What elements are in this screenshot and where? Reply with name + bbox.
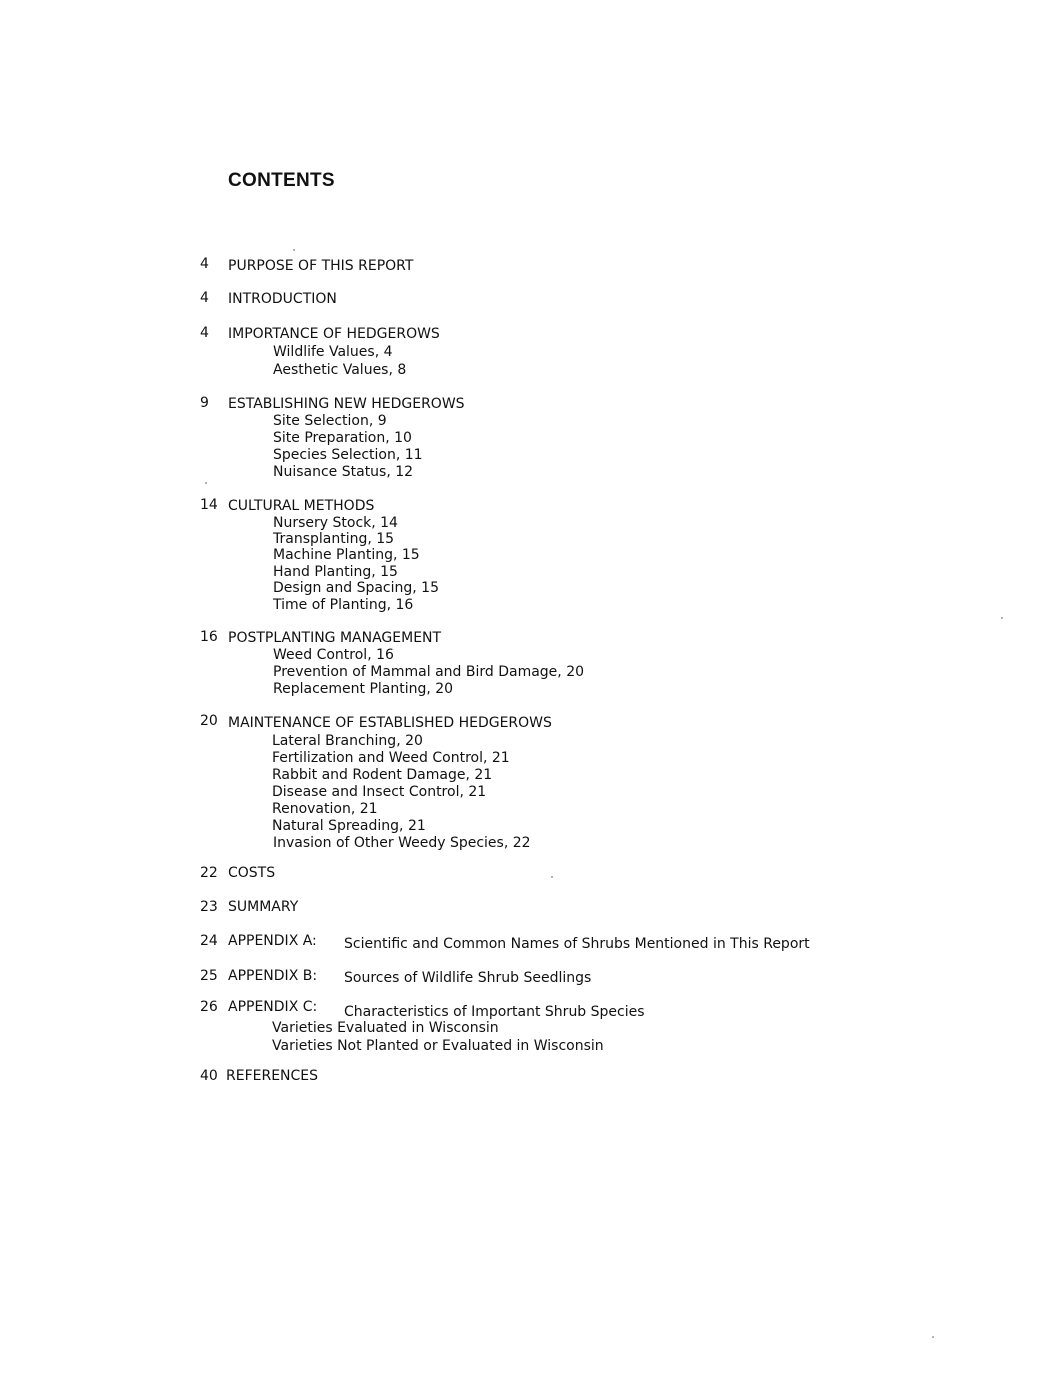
toc-subsection: Fertilization and Weed Control, 21 — [272, 750, 510, 766]
toc-subsection: Varieties Not Planted or Evaluated in Wisconsin — [272, 1038, 604, 1054]
toc-subsection: Invasion of Other Weedy Species, 22 — [273, 835, 531, 851]
toc-subsection: Site Selection, 9 — [273, 413, 387, 429]
toc-section-title: INTRODUCTION — [228, 291, 337, 307]
toc-subsection: Disease and Insect Control, 21 — [272, 784, 487, 800]
toc-subsection: Rabbit and Rodent Damage, 21 — [272, 767, 493, 783]
toc-subsection: Aesthetic Values, 8 — [273, 362, 407, 378]
toc-page-number: 24 — [200, 933, 218, 949]
toc-section-title: IMPORTANCE OF HEDGEROWS — [228, 326, 440, 342]
toc-page-number: 26 — [200, 999, 218, 1015]
appendix-label: APPENDIX C: — [228, 999, 318, 1015]
toc-page-number: 16 — [200, 629, 218, 645]
toc-subsection: Hand Planting, 15 — [273, 564, 398, 580]
toc-subsection: Weed Control, 16 — [273, 647, 394, 663]
toc-subsection: Transplanting, 15 — [273, 531, 395, 547]
toc-page-number: 14 — [200, 497, 218, 513]
toc-section-title: COSTS — [228, 865, 276, 881]
toc-page-number: 23 — [200, 899, 218, 915]
toc-page-number: 4 — [200, 325, 209, 341]
appendix-label: APPENDIX B: — [228, 968, 318, 984]
appendix-label: APPENDIX A: — [228, 933, 317, 949]
toc-subsection: Varieties Evaluated in Wisconsin — [272, 1020, 499, 1036]
toc-page-number: 20 — [200, 713, 218, 729]
scan-speck — [205, 482, 207, 484]
scan-speck — [551, 876, 553, 878]
toc-subsection: Lateral Branching, 20 — [272, 733, 423, 749]
toc-page-number: 4 — [200, 256, 209, 272]
toc-subsection: Time of Planting, 16 — [273, 597, 414, 613]
toc-subsection: Renovation, 21 — [272, 801, 378, 817]
toc-page-number: 9 — [200, 395, 209, 411]
toc-section-title: SUMMARY — [228, 899, 299, 915]
page-title: CONTENTS — [228, 170, 335, 191]
appendix-title: Scientific and Common Names of Shrubs Mentioned in This Report — [344, 936, 810, 952]
toc-subsection: Replacement Planting, 20 — [273, 681, 454, 697]
toc-subsection: Nuisance Status, 12 — [273, 464, 414, 480]
toc-subsection: Wildlife Values, 4 — [273, 344, 393, 360]
toc-section-title: ESTABLISHING NEW HEDGEROWS — [228, 396, 465, 412]
toc-subsection: Natural Spreading, 21 — [272, 818, 426, 834]
toc-page-number: 40 — [200, 1068, 218, 1084]
toc-section-title: MAINTENANCE OF ESTABLISHED HEDGEROWS — [228, 715, 552, 731]
scan-speck — [1001, 617, 1003, 619]
toc-page-number: 22 — [200, 865, 218, 881]
toc-page-number: 4 — [200, 290, 209, 306]
toc-page-number: 25 — [200, 968, 218, 984]
toc-subsection: Species Selection, 11 — [273, 447, 423, 463]
scan-speck — [293, 249, 295, 251]
toc-section-title: CULTURAL METHODS — [228, 498, 375, 514]
appendix-title: Sources of Wildlife Shrub Seedlings — [344, 970, 592, 986]
toc-subsection: Site Preparation, 10 — [273, 430, 412, 446]
toc-section-title: REFERENCES — [226, 1068, 319, 1084]
scan-speck — [932, 1336, 934, 1338]
appendix-title: Characteristics of Important Shrub Species — [344, 1004, 645, 1020]
toc-subsection: Nursery Stock, 14 — [273, 515, 398, 531]
toc-subsection: Prevention of Mammal and Bird Damage, 20 — [273, 664, 585, 680]
toc-section-title: PURPOSE OF THIS REPORT — [228, 258, 414, 274]
toc-section-title: POSTPLANTING MANAGEMENT — [228, 630, 442, 646]
toc-subsection: Machine Planting, 15 — [273, 547, 420, 563]
toc-subsection: Design and Spacing, 15 — [273, 580, 439, 596]
